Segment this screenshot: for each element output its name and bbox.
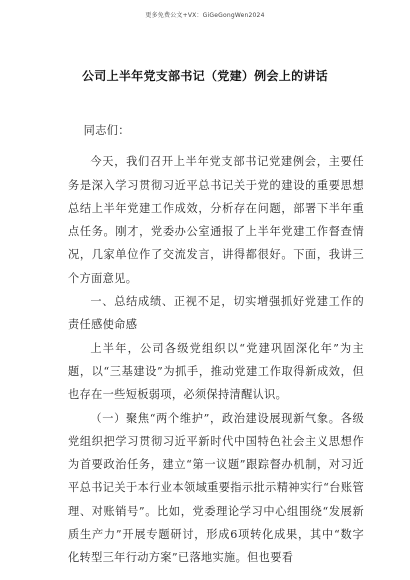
paragraph-intro: 今天，我们召开上半年党支部书记党建例会，主要任务是深入学习贯彻习近平总书记关于党的建设的重要思想总结上半年党建工作成效，分析存在问题，部署下半年重点任务。刚才，党委办公室通报了上半年党建工作督查情况，几家单位作了交流发言，讲得都很好。下面，我讲三个方面意见。 bbox=[68, 155, 364, 285]
paragraph-political: （一）聚焦“两个维护”，政治建设展现新气象。各级党组织把学习贯彻习近平新时代中国特色社会主义思想作为首要政治任务，建立“第一议题”跟踪督办机制，对习近平总书记关于本行业本领域重要指示批示精神实行“台账管理、对账销号”。比如，党委理论学习中心组围绕“发展新质生产力”开展专题研讨，形成6项转化成果，其中“数字化转型三年行动方案”已落地实施。但也要看 bbox=[68, 411, 364, 565]
paragraph-summary: 上半年，公司各级党组织以“党建巩固深化年”为主题，以“三基建设”为抓手，推动党建工作取得新成效，但也存在一些短板弱项，必须保持清醒认识。 bbox=[68, 341, 364, 402]
salutation: 同志们： bbox=[83, 124, 130, 137]
section-heading-1: 一、总结成绩、正视不足，切实增强抓好党建工作的责任感使命感 bbox=[68, 295, 364, 332]
header-note: 更多免费公文+VX：GiGeGongWen2024 bbox=[145, 12, 265, 19]
document-title: 公司上半年党支部书记（党建）例会上的讲话 bbox=[81, 69, 328, 83]
document-body bbox=[68, 119, 364, 570]
